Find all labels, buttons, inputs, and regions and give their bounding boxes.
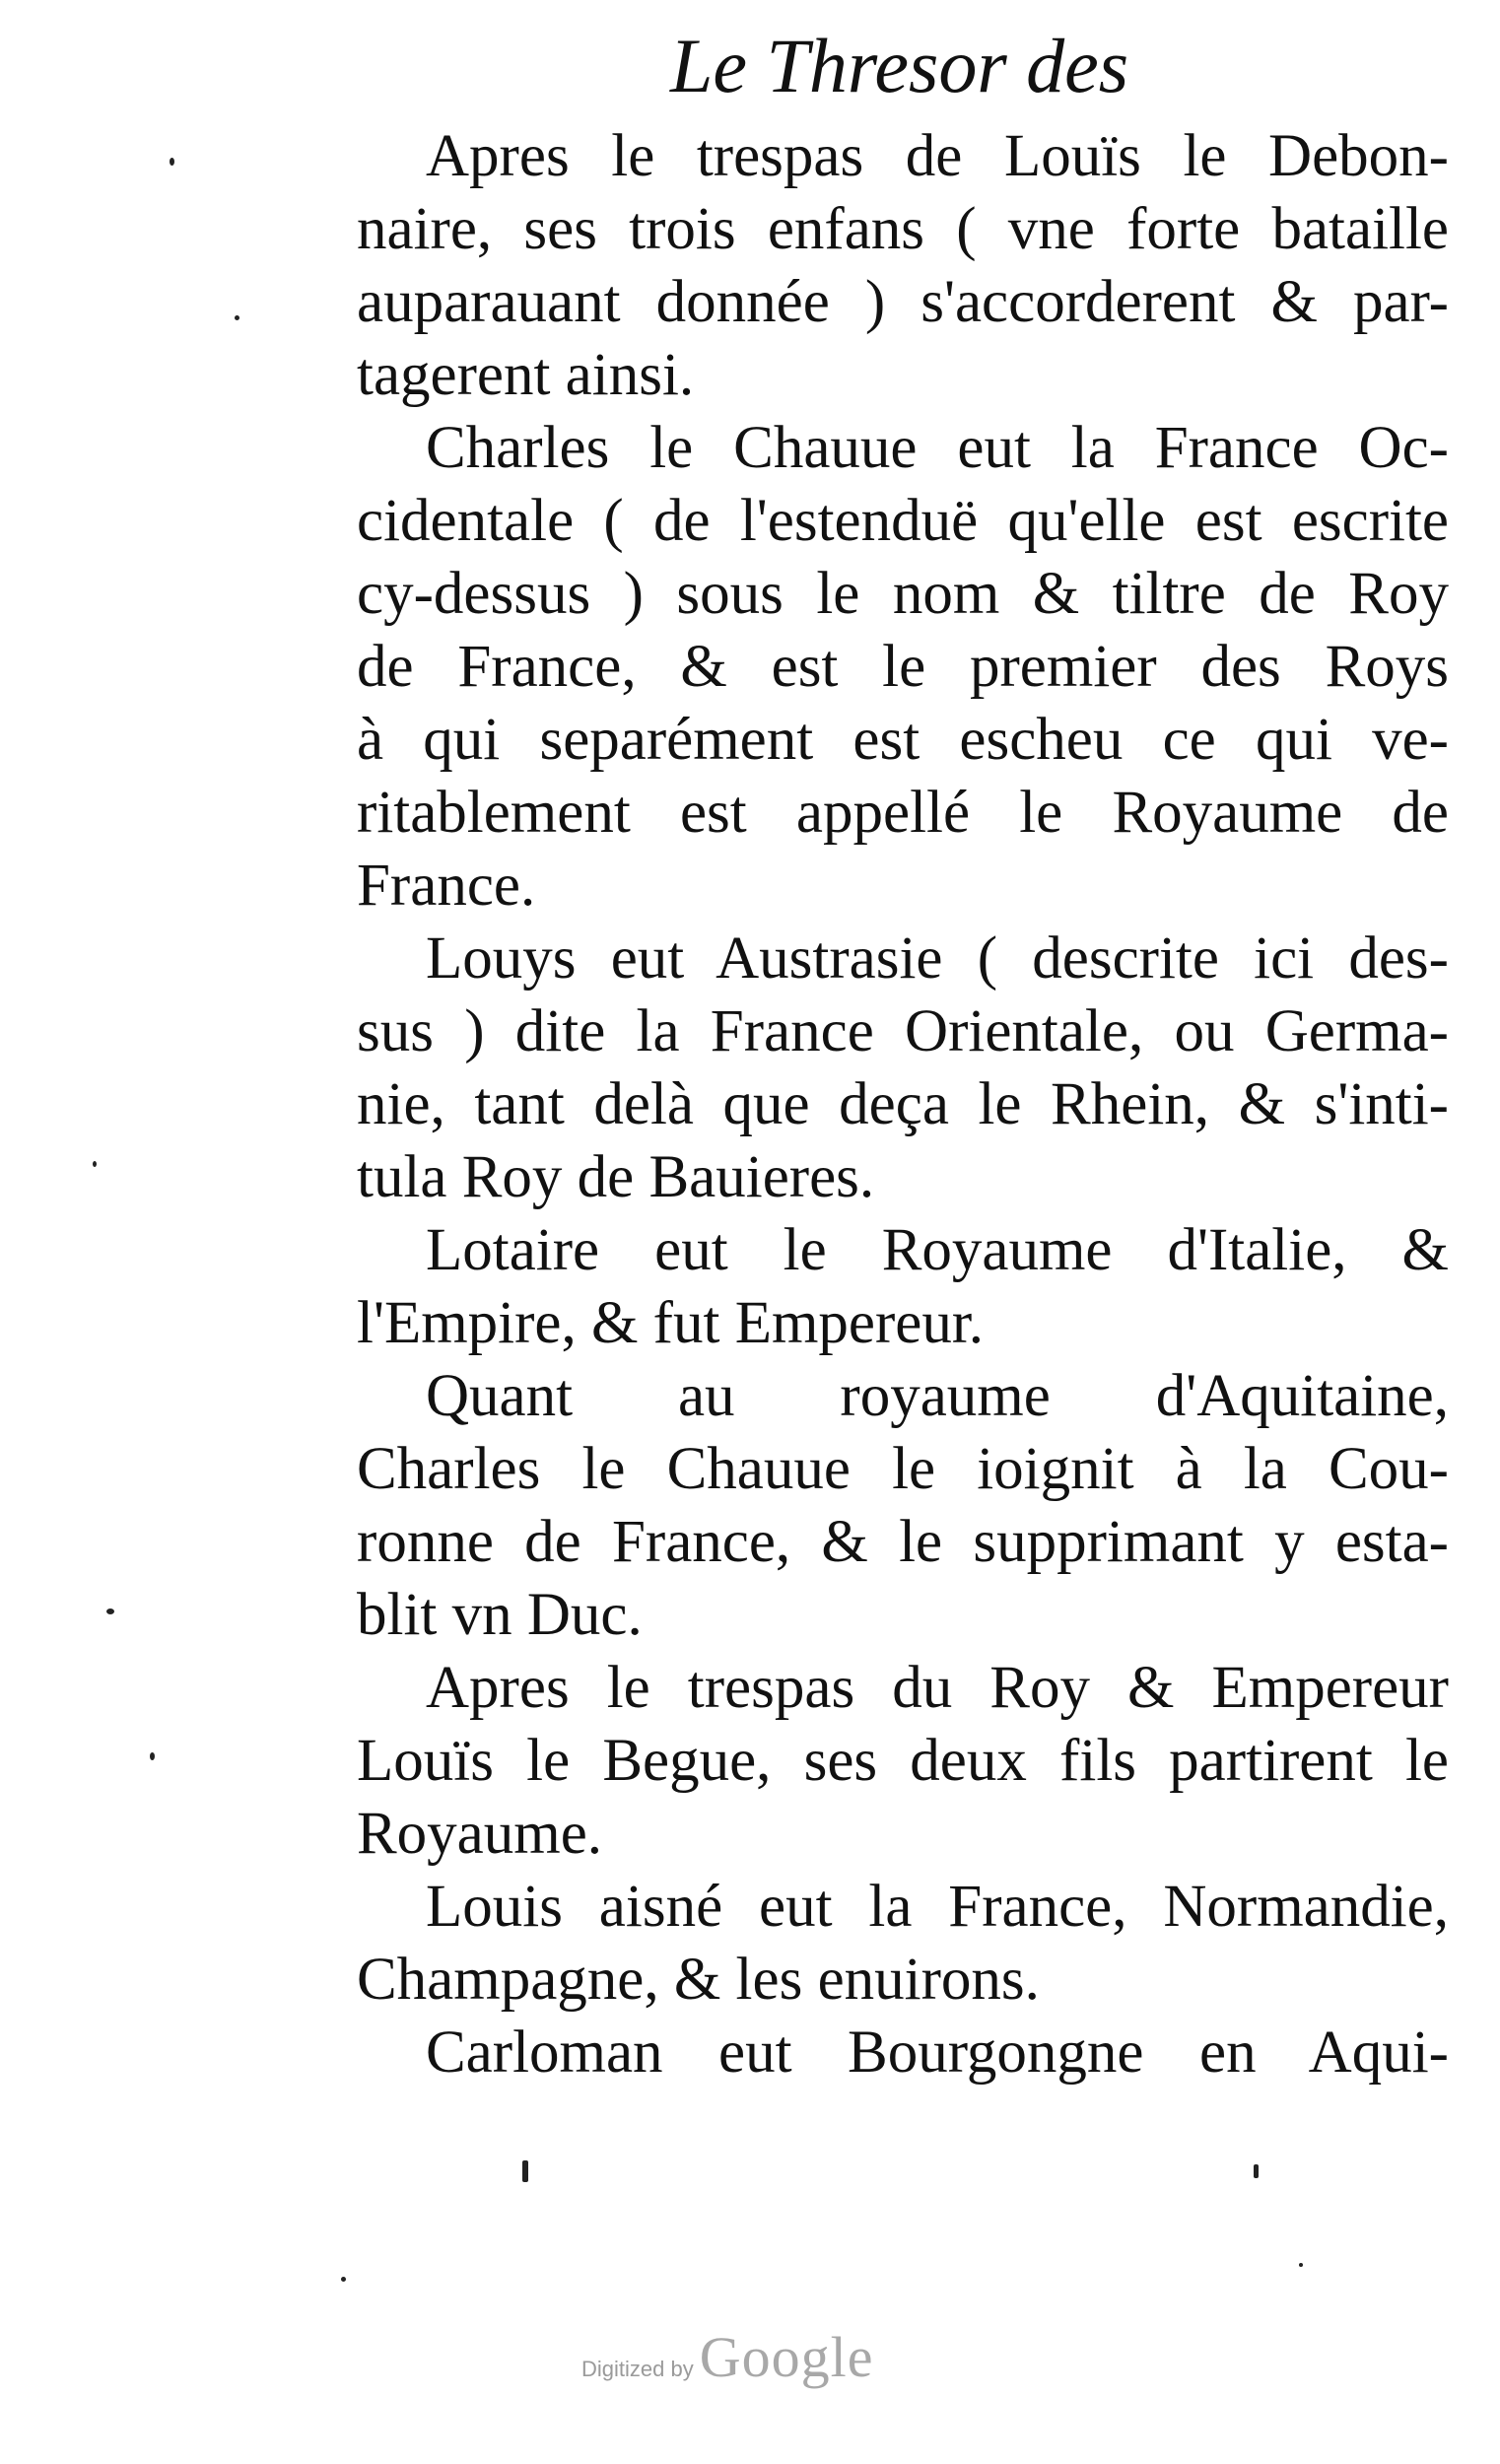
scan-speck <box>235 315 239 320</box>
scan-speck <box>93 1161 97 1167</box>
scan-speck <box>1254 2164 1259 2178</box>
text-line: Louis aisné eut la France, Normandie, <box>426 1874 1449 1940</box>
scan-speck <box>1299 2263 1303 2267</box>
scan-speck <box>522 2160 528 2182</box>
text-line: tula Roy de Bauieres. <box>357 1144 875 1210</box>
text-line: ronne de France, & le supprimant y esta- <box>357 1509 1449 1575</box>
text-line: ritablement est appellé le Royaume de <box>357 780 1449 846</box>
text-line: auparauant donnée ) s'accorderent & par- <box>357 269 1449 335</box>
text-line: tagerent ainsi. <box>357 342 695 408</box>
text-line: cidentale ( de l'estenduë qu'elle est escrite <box>357 488 1449 554</box>
text-line: Lotaire eut le Royaume d'Italie, & <box>426 1217 1449 1283</box>
text-line: Carloman eut Bourgongne en Aqui- <box>426 2019 1449 2086</box>
text-line: Apres le trespas du Roy & Empereur <box>426 1655 1449 1721</box>
text-line: sus ) dite la France Orientale, ou Germa- <box>357 998 1449 1064</box>
text-line: Charles le Chauue eut la France Oc- <box>426 415 1449 481</box>
digitized-by-label: Digitized by <box>581 2357 694 2381</box>
running-title: Le Thresor des <box>670 23 1129 108</box>
google-logo: Google <box>699 2325 874 2389</box>
text-line: Quant au royaume d'Aquitaine, <box>426 1363 1449 1429</box>
text-line: de France, & est le premier des Roys <box>357 634 1449 700</box>
text-line: Champagne, & les enuirons. <box>357 1947 1040 2013</box>
scan-speck <box>341 2277 346 2282</box>
text-line: l'Empire, & fut Empereur. <box>357 1290 985 1356</box>
text-line: Charles le Chauue le ioignit à la Cou- <box>357 1436 1449 1502</box>
scan-speck <box>106 1608 114 1614</box>
scan-speck <box>170 158 174 166</box>
text-line: Royaume. <box>357 1801 603 1867</box>
text-line: Apres le trespas de Louïs le Debon- <box>426 123 1449 189</box>
text-line: Louïs le Begue, ses deux fils partirent le <box>357 1728 1449 1794</box>
text-line: à qui separément est escheu ce qui ve- <box>357 707 1449 773</box>
text-line: blit vn Duc. <box>357 1582 643 1648</box>
text-line: France. <box>357 853 536 919</box>
text-line: naire, ses trois enfans ( vne forte bataille <box>357 196 1449 262</box>
digitization-watermark <box>581 2324 873 2390</box>
text-line: nie, tant delà que deça le Rhein, & s'inti- <box>357 1071 1449 1137</box>
body-text <box>357 120 1449 2089</box>
text-line: Louys eut Austrasie ( descrite ici des- <box>426 925 1449 992</box>
text-line: cy-dessus ) sous le nom & tiltre de Roy <box>357 561 1449 627</box>
scan-speck <box>150 1752 155 1760</box>
